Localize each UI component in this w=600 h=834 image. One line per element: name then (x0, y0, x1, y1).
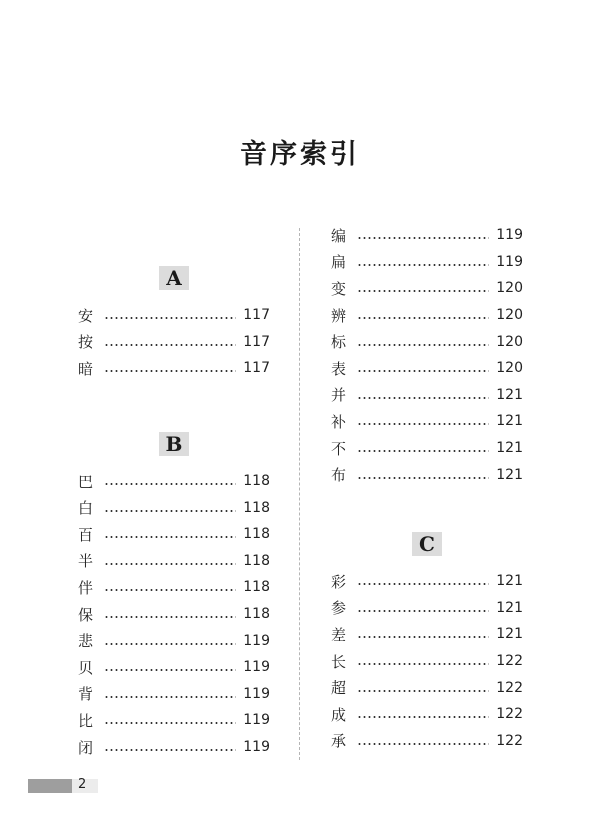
index-entry[interactable] (331, 435, 523, 462)
entry-page: 122 (496, 706, 523, 723)
dot-leader (357, 690, 489, 692)
dot-leader (357, 317, 489, 319)
section-header-a (78, 260, 270, 296)
entry-char: 白 (78, 499, 94, 518)
entry-char: 布 (331, 466, 347, 485)
dot-leader (104, 669, 236, 671)
entry-page: 119 (243, 739, 270, 756)
index-entry[interactable] (78, 494, 270, 521)
entry-page: 121 (496, 599, 523, 616)
dot-leader (357, 237, 489, 239)
dot-leader (104, 344, 236, 346)
entry-page: 117 (243, 333, 270, 350)
index-entry[interactable] (78, 548, 270, 575)
dot-leader (104, 563, 236, 565)
entry-page: 120 (496, 280, 523, 297)
index-entry[interactable] (331, 382, 523, 409)
index-entry[interactable] (331, 275, 523, 302)
dot-leader (104, 370, 236, 372)
index-entry[interactable] (331, 328, 523, 355)
index-entry[interactable] (331, 674, 523, 701)
entry-page: 119 (243, 712, 270, 729)
section-letter: C (412, 532, 442, 556)
entry-char: 承 (331, 732, 347, 751)
entry-char: 不 (331, 439, 347, 458)
dot-leader (357, 743, 489, 745)
entry-page: 122 (496, 653, 523, 670)
dot-leader (104, 483, 236, 485)
dot-leader (104, 722, 236, 724)
index-entry[interactable] (78, 468, 270, 495)
section-entries-a (78, 302, 270, 382)
entry-char: 巴 (78, 472, 94, 491)
entry-page: 119 (496, 253, 523, 270)
entry-char: 按 (78, 333, 94, 352)
entry-page: 121 (496, 573, 523, 590)
index-entry[interactable] (78, 329, 270, 356)
entry-page: 118 (243, 473, 270, 490)
dot-leader (357, 290, 489, 292)
entry-char: 背 (78, 685, 94, 704)
dot-leader (357, 477, 489, 479)
entry-char: 百 (78, 525, 94, 544)
index-entry[interactable] (78, 681, 270, 708)
entry-page: 119 (243, 685, 270, 702)
entry-page: 121 (496, 413, 523, 430)
index-entry[interactable] (78, 302, 270, 329)
dot-leader (357, 370, 489, 372)
entry-page: 121 (496, 466, 523, 483)
section-entries-c (331, 568, 523, 754)
section-entries-b (78, 468, 270, 761)
index-entry[interactable] (331, 222, 523, 249)
dot-leader (104, 536, 236, 538)
entry-char: 安 (78, 306, 94, 325)
index-entry[interactable] (78, 707, 270, 734)
entry-page: 118 (243, 526, 270, 543)
entry-page: 120 (496, 360, 523, 377)
index-entry[interactable] (78, 601, 270, 628)
entry-char: 悲 (78, 632, 94, 651)
entry-page: 118 (243, 499, 270, 516)
entry-char: 长 (331, 652, 347, 671)
entry-page: 119 (496, 227, 523, 244)
entry-char: 彩 (331, 572, 347, 591)
dot-leader (357, 610, 489, 612)
dot-leader (357, 450, 489, 452)
index-entry[interactable] (331, 621, 523, 648)
dot-leader (357, 264, 489, 266)
section-letter: B (159, 432, 189, 456)
dot-leader (104, 749, 236, 751)
entry-page: 118 (243, 606, 270, 623)
page-title: 音序索引 (240, 139, 360, 170)
index-entry[interactable] (78, 627, 270, 654)
entry-char: 并 (331, 386, 347, 405)
entry-char: 伴 (78, 578, 94, 597)
column-divider (299, 228, 300, 760)
dot-leader (357, 583, 489, 585)
entry-char: 参 (331, 599, 347, 618)
dot-leader (104, 643, 236, 645)
entry-page: 122 (496, 679, 523, 696)
index-entry[interactable] (331, 701, 523, 728)
entry-page: 117 (243, 307, 270, 324)
entry-page: 119 (243, 659, 270, 676)
dot-leader (357, 344, 489, 346)
entry-page: 118 (243, 579, 270, 596)
dot-leader (104, 510, 236, 512)
entry-page: 121 (496, 386, 523, 403)
entry-char: 贝 (78, 658, 94, 677)
entry-page: 122 (496, 732, 523, 749)
dot-leader (104, 616, 236, 618)
dot-leader (104, 589, 236, 591)
entry-char: 变 (331, 279, 347, 298)
footer-bar (28, 779, 72, 793)
section-entries-b-continued (331, 222, 523, 488)
entry-char: 辨 (331, 306, 347, 325)
dot-leader (357, 716, 489, 718)
dot-leader (104, 696, 236, 698)
section-header-b (78, 426, 270, 462)
entry-char: 成 (331, 705, 347, 724)
index-entry[interactable] (331, 249, 523, 276)
index-entry[interactable] (78, 521, 270, 548)
entry-page: 121 (496, 626, 523, 643)
dot-leader (104, 317, 236, 319)
index-entry[interactable] (331, 648, 523, 675)
entry-char: 超 (331, 679, 347, 698)
index-entry[interactable] (331, 355, 523, 382)
entry-char: 比 (78, 711, 94, 730)
entry-char: 标 (331, 333, 347, 352)
index-entry[interactable] (331, 568, 523, 595)
index-entry[interactable] (331, 461, 523, 488)
index-entry[interactable] (78, 355, 270, 382)
index-entry[interactable] (331, 728, 523, 755)
entry-char: 闭 (78, 738, 94, 757)
index-column-left (78, 260, 270, 760)
entry-char: 表 (331, 359, 347, 378)
section-letter: A (159, 266, 189, 290)
index-entry[interactable] (78, 574, 270, 601)
entry-char: 暗 (78, 359, 94, 378)
index-entry[interactable] (78, 654, 270, 681)
entry-char: 编 (331, 226, 347, 245)
dot-leader (357, 423, 489, 425)
entry-page: 120 (496, 333, 523, 350)
dot-leader (357, 397, 489, 399)
page-number: 2 (78, 777, 87, 792)
entry-char: 半 (78, 552, 94, 571)
entry-page: 119 (243, 632, 270, 649)
section-header-c (331, 526, 523, 562)
index-entry[interactable] (331, 408, 523, 435)
entry-char: 保 (78, 605, 94, 624)
entry-page: 118 (243, 552, 270, 569)
entry-page: 120 (496, 307, 523, 324)
index-column-right (331, 222, 523, 754)
entry-char: 补 (331, 412, 347, 431)
index-entry[interactable] (331, 302, 523, 329)
index-entry[interactable] (331, 595, 523, 622)
entry-char: 差 (331, 625, 347, 644)
dot-leader (357, 663, 489, 665)
entry-page: 117 (243, 360, 270, 377)
entry-char: 扁 (331, 253, 347, 272)
entry-page: 121 (496, 440, 523, 457)
index-entry[interactable] (78, 734, 270, 761)
dot-leader (357, 636, 489, 638)
